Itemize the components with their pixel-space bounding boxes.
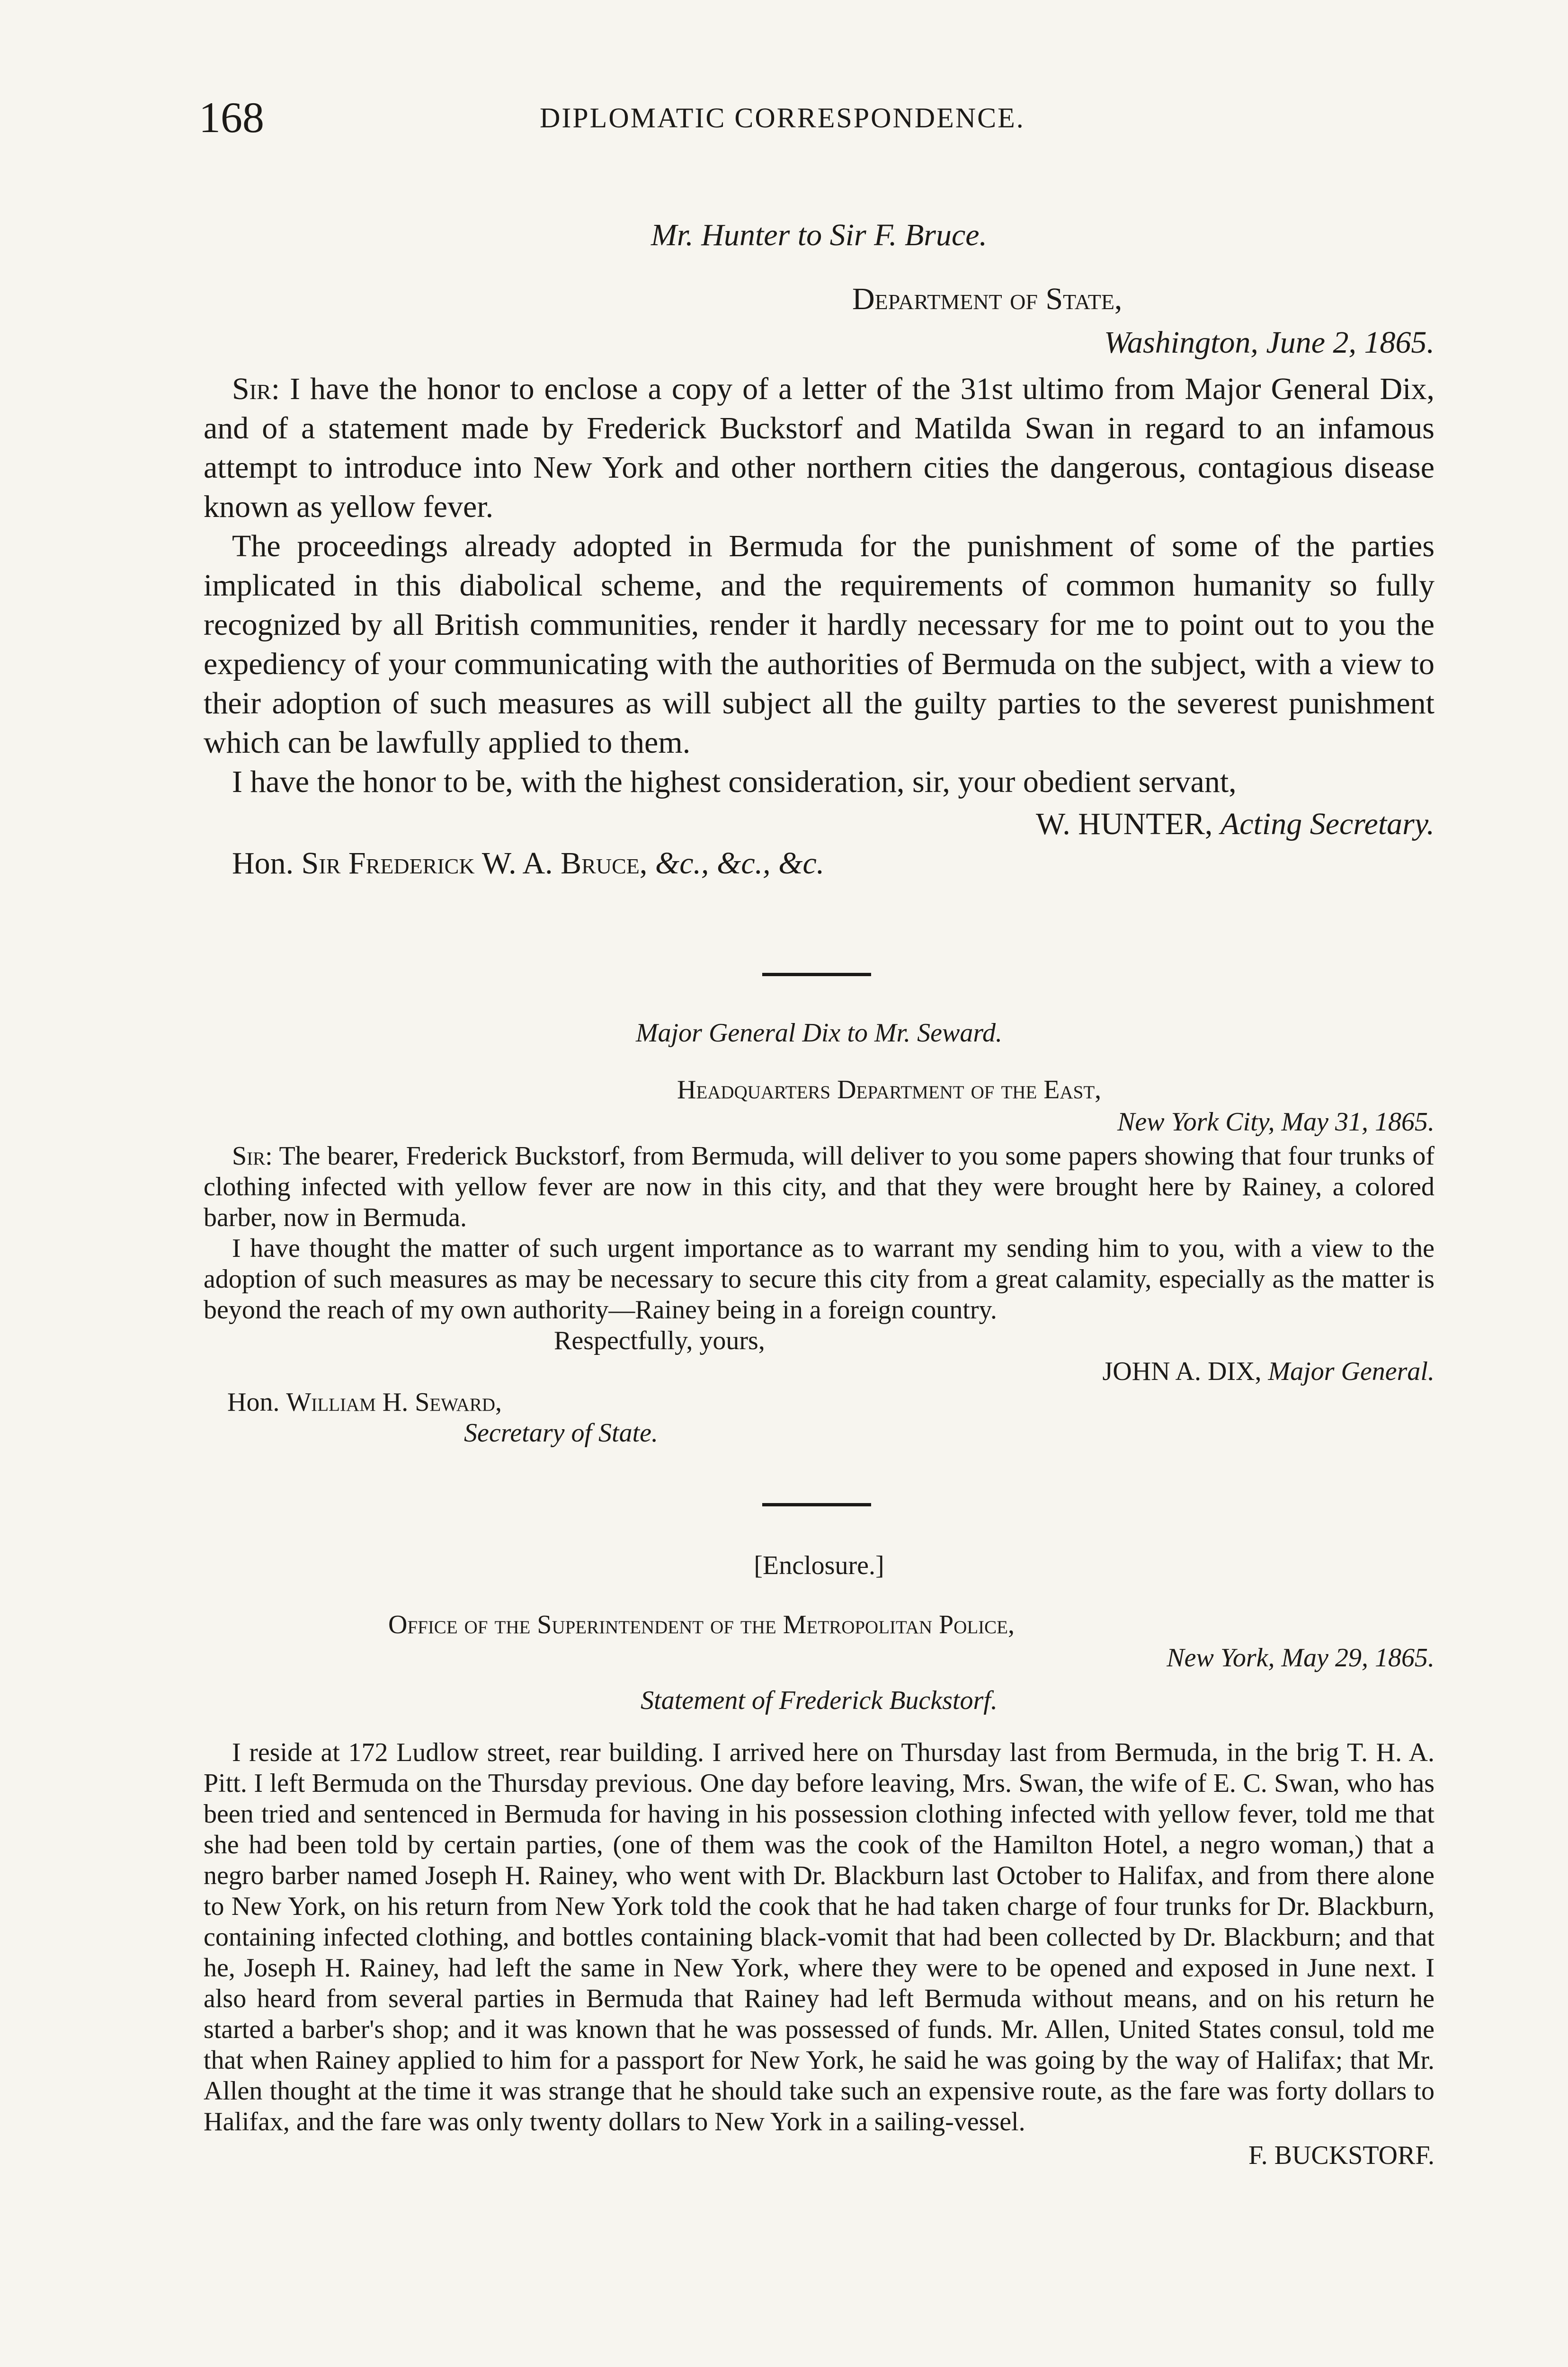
letter2-addressee-name: William H. Seward, [286, 1388, 502, 1417]
statement-text: I reside at 172 Ludlow street, rear building. I arrived here on Thursday last from Bermuda, in the brig T. H. A. Pitt. I left Bermuda on the Thursday previous. One day before leaving, Mrs. Swan, the wife of E. C. Swan, who has been tried and sentenced in Bermuda for having in his possession clothing infected with yellow fever, told me that she had been told by certain parties, (one of them was the cook of the Hamilton Hotel, a negro woman,) that a negro barber named Joseph H. Rainey, who went with Dr. Blackburn last October to Halifax, and from there alone to New York, on his return from New York told the cook that he had taken charge of four trunks for Dr. Blackburn, containing infected clothing, and bottles containing black-vomit that had been collected by Dr. Blackburn; and that he, Joseph H. Rainey, had left the same in New York, where they were to be opened and exposed in June next. I also heard from several parties in Bermuda that Rainey had left Bermuda without means, and on his return he started a barber's shop; and it was known that he was possessed of funds. Mr. Allen, United States consul, told me that when Rainey applied to him for a passport for New York, he said he was going by the way of Halifax; that Mr. Allen thought at the time it was strange that he should take such an expensive route, as the fare was forty dollars to Halifax, and the fare was only twenty dollars to New York in a sailing-vessel. [204, 1738, 1434, 2136]
letter2-addressee-title: Secretary of State. [464, 1418, 659, 1448]
enclosure-signature: F. BUCKSTORF. [1248, 2141, 1434, 2170]
enclosure-body [204, 1737, 1434, 2171]
letter1-para-1-text: I have the honor to enclose a copy of a letter of the 31st ultimo from Major General Dix, and of a statement made by Frederick Buckstorf and Matilda Swan in regard to an infamous attempt to introduce into New York and other northern cities the dangerous, contagious disease known as yellow fever. [204, 372, 1435, 524]
letter1-signature-title: Acting Secretary. [1220, 807, 1434, 841]
enclosure-title: Statement of Frederick Buckstorf. [641, 1686, 998, 1715]
letter1-place-date: Washington, June 2, 1865. [1104, 325, 1434, 360]
page-number: 168 [199, 93, 264, 142]
letter1-title: Mr. Hunter to Sir F. Bruce. [650, 218, 988, 252]
enclosure-place-date: New York, May 29, 1865. [1167, 1643, 1434, 1673]
letter2-body [204, 1141, 1434, 1449]
letter1-addressee [204, 844, 1434, 883]
letter1-body [204, 369, 1434, 883]
letter2-place-date: New York City, May 31, 1865. [1117, 1107, 1434, 1137]
enclosure-office: Office of the Superintendent of the Metropolitan Police, [388, 1610, 1015, 1639]
enclosure-label: [Enclosure.] [754, 1551, 884, 1580]
letter2-title: Major General Dix to Mr. Seward. [635, 1018, 1003, 1048]
letter1-para-1 [204, 369, 1434, 526]
divider-rule [762, 973, 871, 976]
letter2-addressee-prefix: Hon. [227, 1388, 280, 1417]
letter2-signature-name: JOHN A. DIX, [1102, 1357, 1262, 1386]
letter1-addressee-prefix: Hon. [232, 846, 294, 881]
letter1-signature-name: W. HUNTER, [1036, 807, 1213, 841]
letter2-hq: Headquarters Department of the East, [677, 1075, 1102, 1104]
letter1-dept: Department of State, [852, 282, 1123, 316]
letter2-signature-title: Major General. [1268, 1357, 1434, 1386]
letter2-para-2: I have thought the matter of such urgent importance as to warrant my sending him to you, with a view to the adoption of such measures as may be necessary to secure this city from a great calamity, especially as the matter is beyond the reach of my own authority—Rainey being in a foreign country. [204, 1234, 1434, 1325]
divider-rule [762, 1503, 871, 1506]
letter1-signature [204, 804, 1434, 844]
letter2-signature [204, 1356, 1434, 1387]
letter2-salutation: Sir: [232, 1141, 273, 1171]
page-header [199, 92, 1439, 144]
letter2-addressee [204, 1387, 1434, 1418]
letter1-addressee-suffix: &c., &c., &c. [655, 846, 825, 881]
letter1-para-3: I have the honor to be, with the highest consideration, sir, your obedient servant, [232, 765, 1237, 799]
running-head: DIPLOMATIC CORRESPONDENCE. [540, 102, 1025, 133]
letter1-salutation: Sir: [232, 372, 280, 406]
letter1-addressee-name: Sir Frederick W. A. Bruce, [301, 846, 648, 881]
letter1-para-2: The proceedings already adopted in Bermuda for the punishment of some of the parties implicated in this diabolical scheme, and the requirements of common humanity so fully recognized by all British communities, render it hardly necessary for me to point out to you the expediency of your communicating with the authorities of Bermuda on the subject, with a view to their adoption of such measures as will subject all the guilty parties to the severest punishment which can be lawfully applied to them. [204, 529, 1434, 760]
letter2-closing: Respectfully, yours, [554, 1326, 765, 1355]
letter2-para-1-text: The bearer, Frederick Buckstorf, from Bermuda, will deliver to you some papers showing that four trunks of clothing infected with yellow fever are now in this city, and that they were brought here by Rainey, a colored barber, now in Bermuda. [204, 1141, 1434, 1232]
letter2-para-1 [204, 1141, 1434, 1233]
